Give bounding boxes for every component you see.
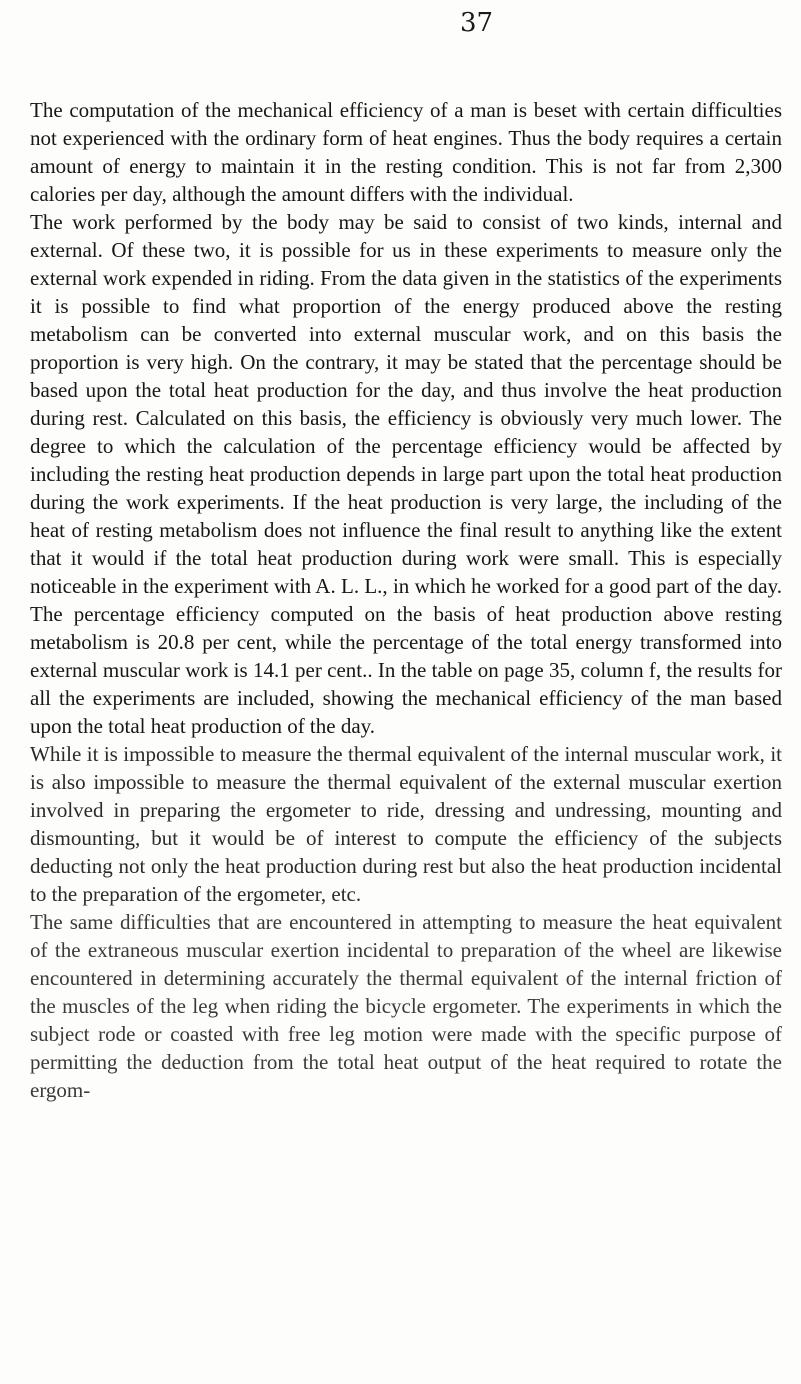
paragraph-internal-friction: The same difficulties that are encountered in attempting to measure the heat equivalent of the extraneous muscular exertion incidental to preparation of the wheel are likewise encountered in determining accurately the thermal equivalent of the internal friction of the muscles of the leg when riding the bicycle ergometer. The experiments in which the subject rode or coasted with free leg motion were made with the specific purpose of permitting the deduction from the total heat output of the heat required to rotate the ergom-	[30, 910, 782, 1102]
paragraph-efficiency-intro: The computation of the mechanical efficiency of a man is beset with certain difficulties not experienced with the ordinary form of heat engines. Thus the body requires a certain amount of energy to maintain it in the resting condition. This is not far from 2,300 calories per day, although the amount differs with the individual.	[30, 98, 782, 206]
paragraph-work-kinds: The work performed by the body may be said to consist of two kinds, internal and external. Of these two, it is possible for us in these experiments to measure only the external work expended in riding. From the data given in the statistics of the experiments it is possible to find what proportion of the energy produced above the resting metabolism can be converted into external muscular work, and on this basis the proportion is very high. On the contrary, it may be stated that the percentage should be based upon the total heat production for the day, and thus involve the heat production during rest. Calculated on this basis, the efficiency is obviously very much lower. The degree to which the calculation of the percentage efficiency would be affected by including the resting heat production depends in large part upon the total heat production during the work experiments. If the heat production is very large, the including of the heat of resting metabolism does not influence the final result to anything like the extent that it would if the total heat production during work were small. This is especially noticeable in the experiment with A. L. L., in which he worked for a good part of the day. The percentage efficiency computed on the basis of heat production above resting metabolism is 20.8 per cent, while the percentage of the total energy transformed into external muscular work is 14.1 per cent.. In the table on page 35, column f, the results for all the experiments are included, showing the mechanical efficiency of the man based upon the total heat production of the day.	[30, 210, 782, 738]
page-number: 37	[460, 8, 494, 38]
paragraph-thermal-equivalent: While it is impossible to measure the thermal equivalent of the internal muscular work, it is also impossible to measure the thermal equivalent of the external muscular exertion involved in preparing the ergometer to ride, dressing and undressing, mounting and dismounting, but it would be of interest to compute the efficiency of the subjects deducting not only the heat production during rest but also the heat production incidental to the preparation of the ergometer, etc.	[30, 742, 782, 906]
body-text	[30, 96, 782, 1104]
